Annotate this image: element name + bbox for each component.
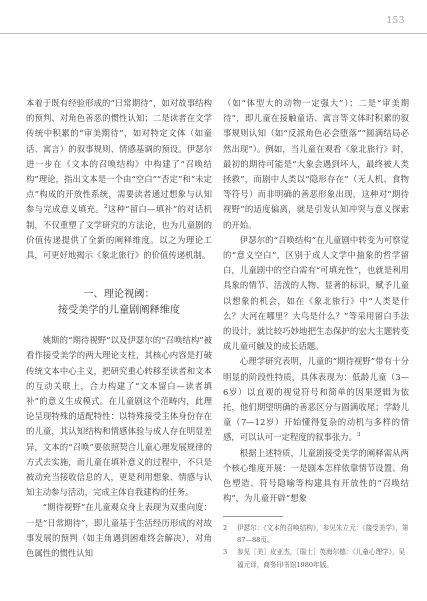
section-heading-line-1: 一、理论视阈： xyxy=(83,289,155,301)
paragraph: “期待视野”在儿童观众身上表现为双重向度：一是“日常期待”，即儿童基于生活经历形成的对故事发展的预判（如主角遇到困难终会解决），对角色属性的惯性认知 xyxy=(26,502,212,559)
footnote-number: 2 xyxy=(223,524,228,532)
footnote-rule xyxy=(223,516,283,517)
footnotes xyxy=(223,522,409,571)
paragraph-text: 本着于既有经验形成的“日常期待”，如对故事结构的预判、对角色善恶的惯性认知；二是读者在文学传统中积累的“审美期待”，如对特定文体（如童话、寓言）的叙事规则、情感基调的预设。伊瑟尔进一步在《文本的召唤结构》中构建了“召唤结构”理论，指出文本是一个由“空白”“否定”和“未定点”构成的开放性系统，需要读者通过想象与认知参与完成意义填充。 xyxy=(26,98,212,215)
paragraph-text: 心理学研究表明，儿童的“期待视野”带有十分明显的阶段性特质，具体表现为：低龄儿童（3—6岁）以直观的视觉符号和简单的因果逻辑为依托，他们期望明确的善恶区分与圆满收尾；学龄儿童（7—12岁）开始懂得复杂的动机与多样的情感，可以认可一定程度的叙事张力。 xyxy=(223,356,409,443)
footnote-text: 伊瑟尔：《文本的召唤结构》，参见朱立元：《接受美学》，第87—88页。 xyxy=(237,524,409,545)
footnote-number: 3 xyxy=(223,548,228,557)
footnote xyxy=(223,522,409,546)
footnote xyxy=(223,546,409,570)
paragraph xyxy=(223,354,409,445)
right-column xyxy=(223,96,409,506)
paragraph-text: 这种“留白—填补”的对话机制，不仅重塑了文学研究的方法论，也为儿童剧的价值传递提供了全新的阐释维度。以之为理论工具，可更好地揭示《象北旅行》的价值传递机制。 xyxy=(26,204,213,261)
section-heading xyxy=(26,287,212,319)
footnote-ref[interactable]: 2 xyxy=(104,204,108,211)
left-column xyxy=(26,96,212,561)
header-rule xyxy=(0,33,427,34)
paragraph xyxy=(26,96,212,263)
paragraph: （如“体型大的动物一定强大”）；二是“审美期待”，即儿童在接触童话、寓言等文体时积累的叙事规则认知（如“反派角色必会堕落”“圆满结局必然出现”）。例如，当儿童在观看《象北旅行》时，最初的期待可能是“大象会遇到坏人，最终被人类拯救”，而剧中人类以“隐形存在”（无人机、食物等符号）而非明确的善恶形象出现，这种对“期待视野”的适度偏离，就是引发认知冲突与意义探索的开始。 xyxy=(223,98,409,230)
footnote-ref[interactable]: 3 xyxy=(357,432,361,439)
paragraph: 伊瑟尔的“召唤结构”在儿童剧中转变为可察觉的“意义空白”，区别于成人文学中抽象的哲学留白，儿童剧中的空白需有“可填充性”，也就是利用具象的情节、活泼的人物、显著的标识，赋予儿童以想象的机会，如在《象北旅行》中“人类是什么？大河在哪里？大鸟是什么？”等采用留白手法的设计，就比较巧妙地把生态保护的宏大主题转变成儿童可触及的成长话题。 xyxy=(223,234,409,352)
paragraph: 根据上述特质，儿童剧接受美学的阐释需从两个核心维度开展：一是剧本怎样依靠情节设置、角色塑造、符号隐喻等构建具有开放性的“召唤结构”，为儿童开辟“想象 xyxy=(223,447,409,504)
page-number: 153 xyxy=(386,16,405,26)
footnote-text: 参见［美］皮亚杰，［瑞士］英海尔德：《儿童心理学》，吴福元译，商务印书馆1980年版。 xyxy=(237,548,406,569)
section-heading-line-2: 接受美学的儿童剧阐释维度 xyxy=(57,305,181,317)
paragraph: 姚斯的“期待视野”以及伊瑟尔的“召唤结构”被看作接受美学的两大理论支柱，其核心内容是打破传统文本中心主义，把研究重心转移至读者和文本的互动关联上，合力构建了“文本留白—读者填补”的意义生成模式。在儿童剧这个范畴内，此理论呈现特殊的适配特性：以特殊接受主体身份存在的儿童，其认知结构和情感体验与成人存在明显差异，文本的“召唤”要依照契合儿童心理发展规律的方式去实施，而儿童在填补意义的过程中，不只是被动充当接收信息的人，更是利用想象、情感与认知主动参与活动，完成主体自我建构的任务。 xyxy=(26,335,212,498)
